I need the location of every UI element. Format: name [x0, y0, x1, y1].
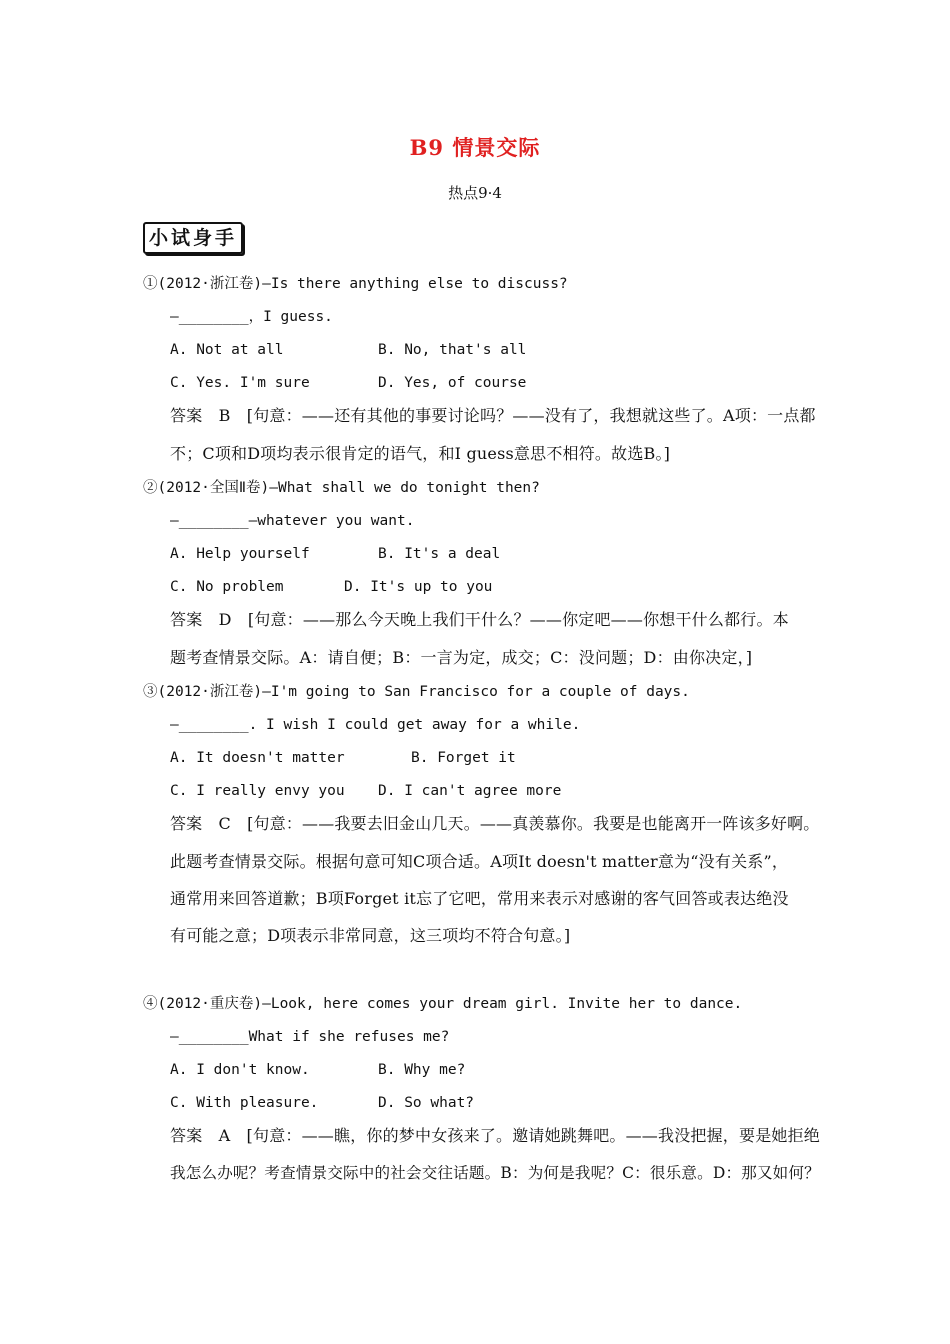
- question-4-option-c: C. With pleasure.: [170, 1095, 319, 1111]
- question-1-option-a: A. Not at all: [170, 342, 284, 358]
- question-1-option-b: B. No, that's all: [378, 342, 527, 358]
- question-2-stem: ②(2012·全国Ⅱ卷)—What shall we do tonight then?: [143, 480, 540, 496]
- question-3-option-a: A. It doesn't matter: [170, 750, 345, 766]
- question-4-answer-line: 我怎么办呢？考查情景交际中的社会交往话题。B：为何是我呢？C：很乐意。D：那又如何？: [170, 1164, 820, 1182]
- question-2-answer-line: 答案 D [句意：——那么今天晚上我们干什么？——你定吧——你想干什么都行。本: [170, 610, 789, 629]
- question-4-option-a: A. I don't know.: [170, 1062, 310, 1078]
- question-3-answer-line: 此题考查情景交际。根据句意可知C项合适。A项It doesn't matter意为“没有关系”，: [170, 852, 789, 871]
- question-1-option-d: D. Yes, of course: [378, 375, 527, 391]
- question-4-option-b: B. Why me?: [378, 1062, 466, 1078]
- section-badge: 小试身手: [143, 222, 243, 254]
- page-subtitle: 热点9·4: [448, 184, 502, 202]
- question-2-option-c: C. No problem: [170, 579, 284, 595]
- question-3-option-d: D. I can't agree more: [378, 783, 562, 799]
- question-4-stem: ④(2012·重庆卷)—Look, here comes your dream girl. Invite her to dance.: [143, 996, 743, 1012]
- question-3-option-b: B. Forget it: [411, 750, 516, 766]
- question-2-answer-line: 题考查情景交际。A：请自便；B：一言为定，成交；C：没问题；D：由你决定，]: [170, 648, 753, 667]
- question-2-option-a: A. Help yourself: [170, 546, 310, 562]
- question-3-option-c: C. I really envy you: [170, 783, 345, 799]
- page-title: B9 情景交际: [409, 135, 541, 160]
- question-2-option-b: B. It's a deal: [378, 546, 501, 562]
- question-2-response: —________—whatever you want.: [170, 513, 415, 529]
- question-1-option-c: C. Yes. I'm sure: [170, 375, 310, 391]
- question-1-response: —________，I guess.: [170, 309, 333, 325]
- question-4-response: —________What if she refuses me?: [170, 1029, 450, 1045]
- question-4-option-d: D. So what?: [378, 1095, 475, 1111]
- question-4-answer-line: 答案 A [句意：——瞧，你的梦中女孩来了。邀请她跳舞吧。——我没把握，要是她拒绝: [170, 1126, 820, 1145]
- question-3-stem: ③(2012·浙江卷)—I'm going to San Francisco for a couple of days.: [143, 684, 690, 700]
- question-3-answer-line: 有可能之意；D项表示非常同意，这三项均不符合句意。]: [170, 926, 571, 945]
- question-2-option-d: D. It's up to you: [344, 579, 493, 595]
- question-1-answer-line: 答案 B [句意：——还有其他的事要讨论吗？——没有了，我想就这些了。A项：一点都: [170, 406, 816, 425]
- question-3-answer-line: 答案 C [句意：——我要去旧金山几天。——真羡慕你。我要是也能离开一阵该多好啊。: [170, 814, 820, 833]
- question-1-stem: ①(2012·浙江卷)—Is there anything else to discuss?: [143, 276, 568, 292]
- question-3-response: —________. I wish I could get away for a while.: [170, 717, 581, 733]
- question-3-answer-line: 通常用来回答道歉；B项Forget it忘了它吧，常用来表示对感谢的客气回答或表达绝没: [170, 889, 789, 908]
- question-1-answer-line: 不；C项和D项均表示很肯定的语气，和I guess意思不相符。故选B。]: [170, 444, 671, 463]
